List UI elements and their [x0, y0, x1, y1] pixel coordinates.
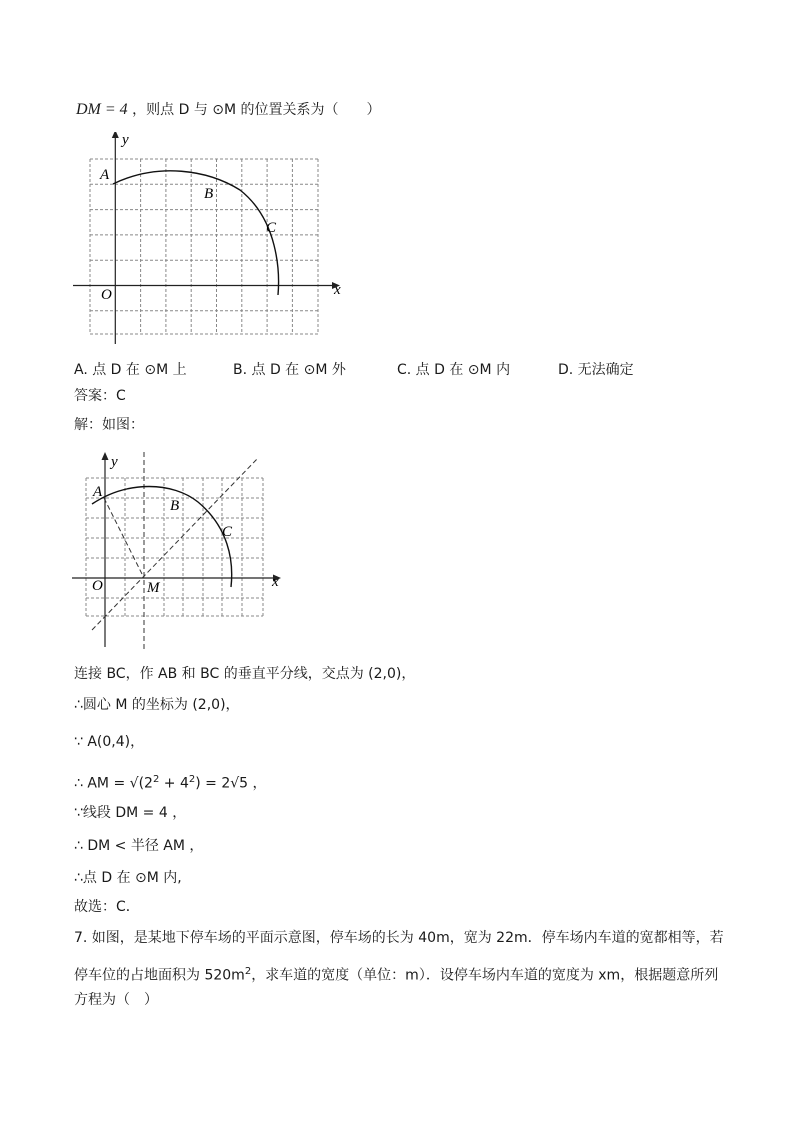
figure-1-point-b: B [204, 186, 214, 202]
figure-1-x-label: x [334, 282, 341, 298]
step-6: ∴ DM < 半径 AM ， [74, 838, 204, 854]
figure-1 [68, 132, 348, 347]
q7-line-2-pre: 停车位的占地面积为 520m [74, 967, 245, 984]
option-a[interactable]: A. 点 D 在 ⊙M 上 [74, 362, 187, 378]
figure-1-y-label: y [122, 132, 129, 148]
figure-2 [68, 452, 288, 652]
option-b[interactable]: B. 点 D 在 ⊙M 外 [233, 362, 346, 378]
step-4-exponent-2: 2 [188, 774, 196, 785]
q7-line-1: 7. 如图，是某地下停车场的平面示意图，停车场的长为 40m，宽为 22m．停车场内车道的宽都相等，若 [74, 930, 724, 946]
step-8: 故选：C． [74, 899, 140, 915]
step-1: 连接 BC，作 AB 和 BC 的垂直平分线，交点为 (2,0)， [74, 666, 416, 682]
step-3: ∵ A(0,4)， [74, 734, 145, 750]
step-4-pre: ∴ AM = √(2 [74, 775, 153, 792]
figure-2-point-m: M [147, 580, 160, 596]
figure-2-construction-lines [92, 452, 258, 652]
q7-line-2-post: ，求车道的宽度（单位：m）．设停车场内车道的宽度为 xm，根据题意所列 [251, 967, 719, 984]
option-c[interactable]: C. 点 D 在 ⊙M 内 [397, 362, 511, 378]
figure-1-point-a: A [100, 167, 110, 183]
figure-1-point-c: C [266, 220, 277, 236]
figure-1-origin: O [101, 287, 112, 303]
intro-text: ，则点 D 与 ⊙M 的位置关系为（ ） [132, 102, 381, 118]
step-4-post: ) = 2√5 ， [195, 775, 267, 792]
figure-2-point-a: A [93, 484, 103, 500]
figure-1-y-arrow [112, 132, 119, 138]
figure-1-arc [113, 171, 279, 295]
step-4-exponent-1: 2 [152, 774, 160, 785]
figure-2-y-label: y [111, 454, 118, 470]
figure-2-x-label: x [272, 574, 279, 590]
solution-heading: 解：如图： [74, 417, 144, 433]
figure-2-arc [92, 487, 232, 588]
figure-2-point-b: B [170, 498, 180, 514]
step-5: ∵线段 DM = 4 ， [74, 805, 187, 821]
figure-2-y-arrow [102, 452, 109, 460]
q7-line-2 [74, 962, 718, 986]
q7-line-3: 方程为（ ） [74, 992, 158, 1008]
figure-2-origin: O [92, 578, 103, 594]
step-4 [74, 770, 267, 794]
answer-line: 答案：C [74, 388, 126, 404]
figure-1-axes [73, 138, 332, 344]
q7-line-2-exponent: 2 [244, 966, 252, 977]
step-2: ∴圆心 M 的坐标为 (2,0)， [74, 697, 240, 713]
step-7: ∴点 D 在 ⊙M 内, [74, 870, 182, 886]
question-intro [76, 100, 381, 120]
step-4-mid: + 4 [159, 775, 189, 792]
figure-2-point-c: C [222, 524, 233, 540]
intro-math: DM = 4 [76, 101, 128, 118]
option-d[interactable]: D. 无法确定 [558, 362, 634, 378]
